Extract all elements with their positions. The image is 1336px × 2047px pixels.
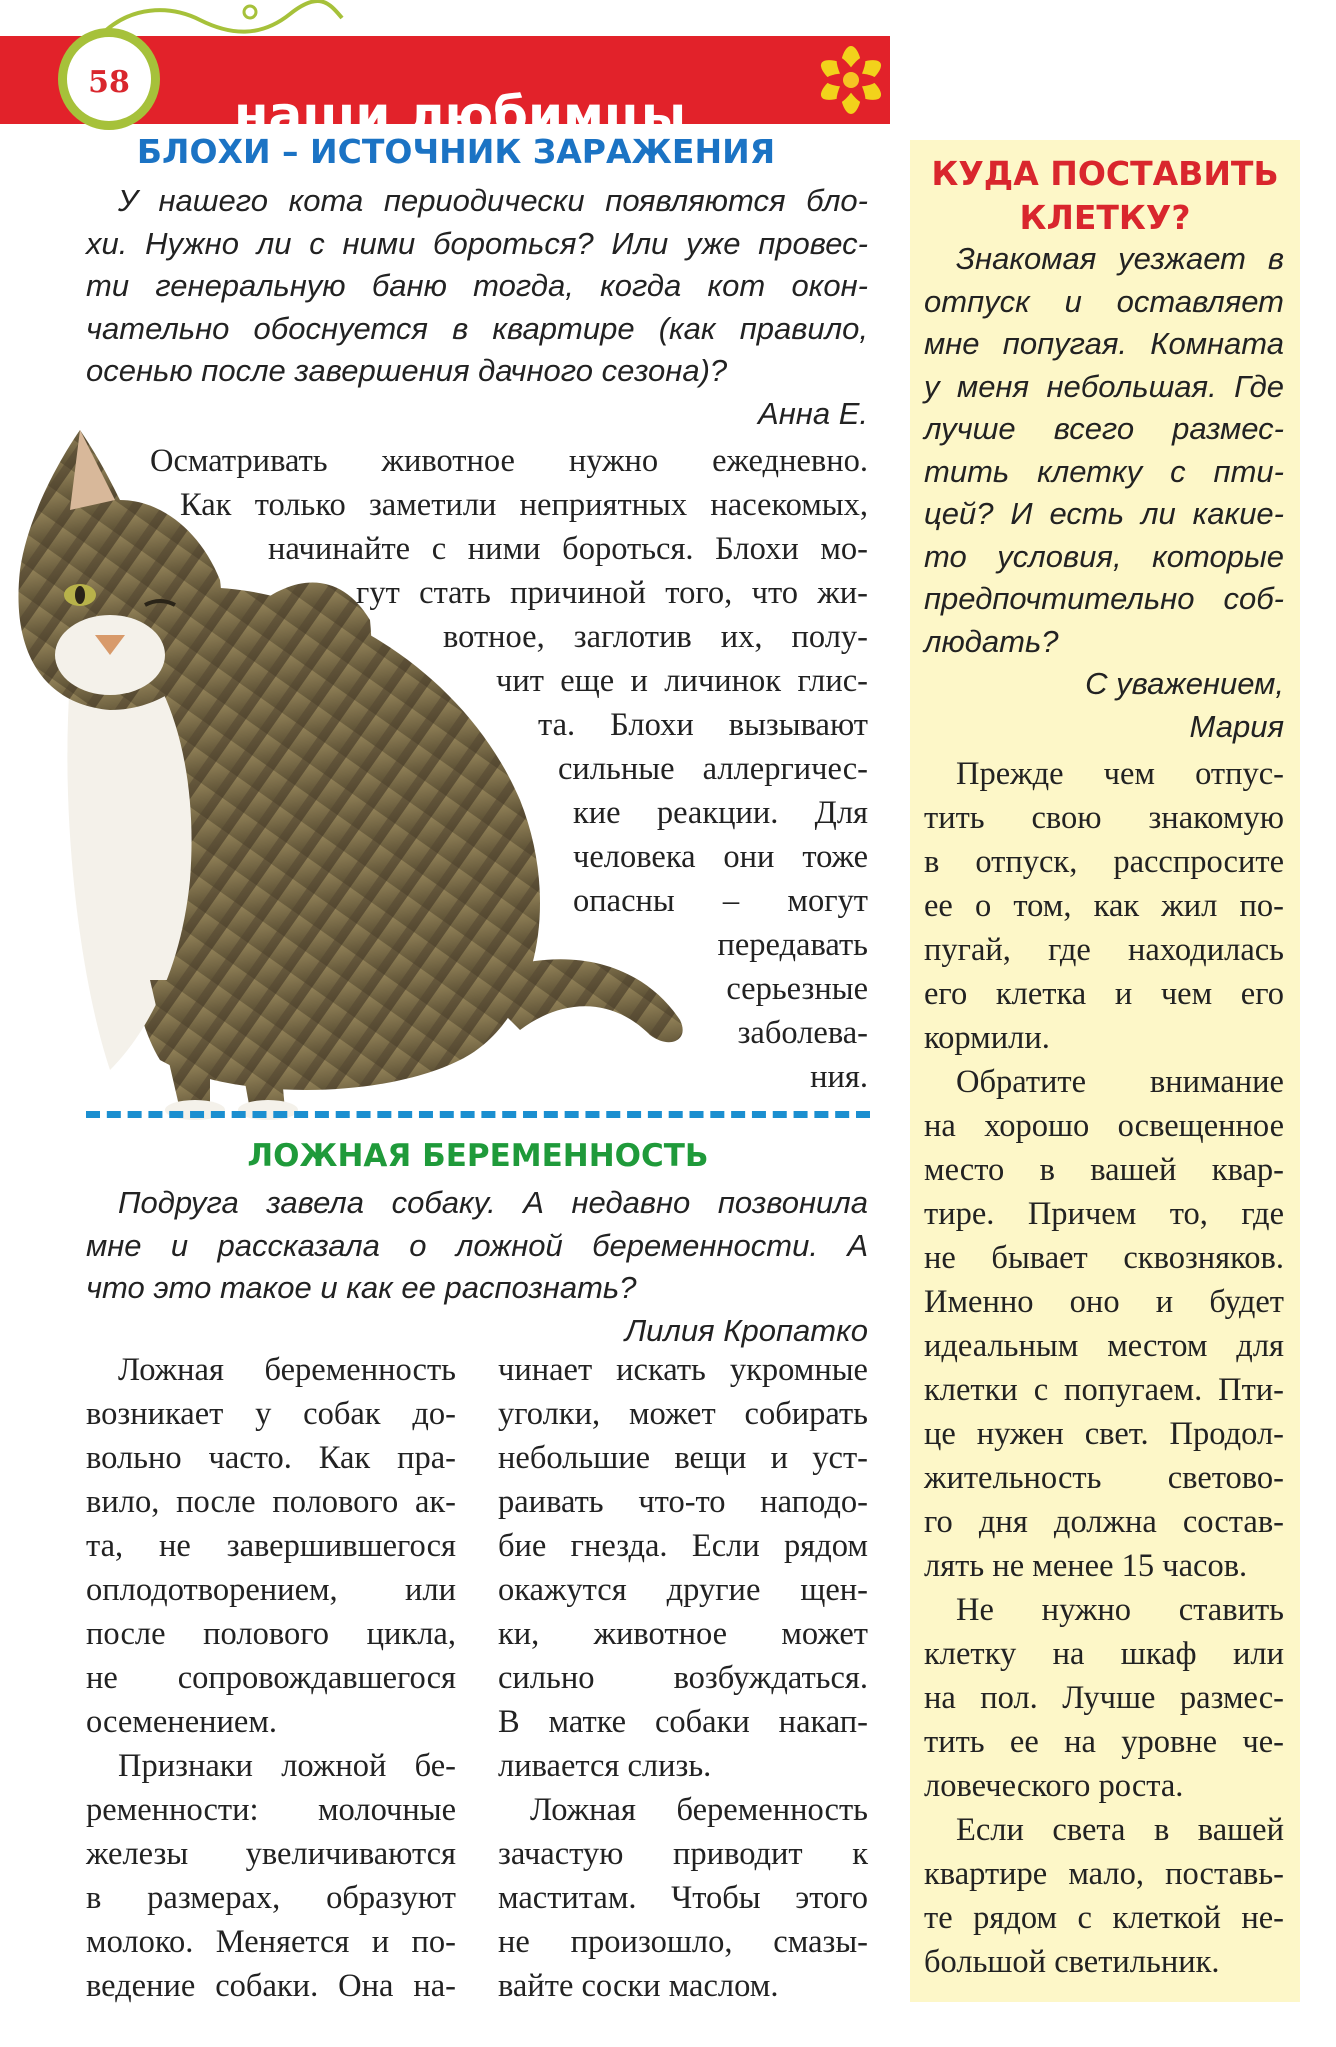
answer-line: опасны – могут: [573, 883, 868, 919]
sidebar-reader-question: [924, 238, 1284, 748]
answer-line: ловеческого роста.: [924, 1768, 1184, 1804]
answer-line: на хорошо освещенное: [924, 1108, 1284, 1144]
page-number: 58: [88, 65, 130, 100]
answer-line: передавать: [717, 927, 868, 963]
answer-line: Не нужно ставить: [956, 1592, 1284, 1628]
answer-line: тить ее на уровне че-: [924, 1724, 1284, 1760]
answer-line: после полового цикла,: [86, 1616, 456, 1652]
answer-line: клетку на шкаф или: [924, 1636, 1284, 1672]
answer-line: ливается слизь.: [498, 1748, 712, 1784]
question-line: Подруга завела собаку. А недавно позвонила: [118, 1185, 868, 1220]
pregnancy-answer-column-2: [498, 1348, 868, 2008]
answer-line: Ложная беременность: [118, 1352, 456, 1388]
answer-line: возникает у собак до-: [86, 1396, 456, 1432]
answer-line: молоко. Меняется и по-: [86, 1924, 456, 1960]
fleas-reader-question: [86, 180, 868, 435]
question-signature: Мария: [1189, 708, 1284, 744]
answer-line: место в вашей квар-: [924, 1152, 1284, 1188]
answer-line: клетки с попугаем. Пти-: [924, 1372, 1284, 1408]
question-line: мне и рассказала о ложной беременности. А: [86, 1227, 868, 1263]
answer-line: не сопровождавшегося: [86, 1660, 456, 1696]
answer-line: гут стать причиной того, что жи-: [356, 575, 868, 611]
question-line: отпуск и оставляет: [924, 283, 1284, 319]
answer-line: ки, животное может: [498, 1616, 868, 1652]
answer-line: тить свою знакомую: [924, 800, 1284, 836]
question-line: У нашего кота периодически появляются бло-: [118, 183, 868, 218]
answer-line: Признаки ложной бе-: [118, 1748, 456, 1784]
answer-line: бие гнезда. Если рядом: [498, 1528, 868, 1564]
sidebar-expert-answer: [924, 752, 1284, 1984]
answer-line: чит еще и личинок глис-: [496, 663, 868, 699]
answer-line: идеальным местом для: [924, 1328, 1284, 1364]
answer-line: железы увеличиваются: [86, 1836, 456, 1872]
answer-line: чинает искать укромные: [498, 1352, 868, 1388]
answer-line: кормили.: [924, 1020, 1050, 1056]
answer-line: Именно оно и будет: [924, 1284, 1284, 1320]
answer-line: це нужен свет. Продол-: [924, 1416, 1284, 1452]
answer-line: сильно возбуждаться.: [498, 1660, 868, 1696]
answer-line: пугай, где находилась: [924, 932, 1284, 968]
question-line: цей? И есть ли какие-: [924, 496, 1284, 531]
question-line: ти генеральную баню тогда, когда кот окон-: [86, 268, 868, 303]
answer-line: Обратите внимание: [956, 1064, 1284, 1100]
answer-line: в размерах, образуют: [86, 1880, 456, 1916]
question-line: что это такое и как ее распознать?: [86, 1270, 637, 1305]
answer-line: сильные аллергичес-: [558, 751, 868, 787]
answer-line: ния.: [810, 1059, 868, 1095]
answer-line: оплодотворением, или: [86, 1572, 456, 1608]
answer-line: лять не менее 15 часов.: [924, 1548, 1248, 1584]
question-signature: С уважением,: [1085, 666, 1284, 701]
question-line: мне попугая. Комната: [924, 326, 1284, 361]
pregnancy-reader-question: [86, 1182, 868, 1352]
question-line: тить клетку с пти-: [924, 453, 1284, 489]
answer-line: на пол. Лучше размес-: [924, 1680, 1284, 1716]
answer-line: квартире мало, поставь-: [924, 1856, 1284, 1892]
answer-line: вольно часто. Как пра-: [86, 1440, 456, 1476]
answer-line: та, не завершившегося: [86, 1528, 456, 1564]
answer-line: раивать что-то наподо-: [498, 1484, 868, 1520]
answer-line: Как только заметили неприятных насекомых,: [180, 487, 868, 523]
question-line: то условия, которые: [924, 538, 1284, 574]
answer-line: те рядом с клеткой не-: [924, 1900, 1284, 1936]
sidebar-title: [910, 152, 1300, 240]
question-line: Знакомая уезжает в: [956, 241, 1284, 276]
question-line: хи. Нужно ли с ними бороться? Или уже провес-: [86, 225, 868, 261]
answer-line: в отпуск, расспросите: [924, 844, 1284, 880]
answer-line: не произошло, смазы-: [498, 1924, 868, 1960]
answer-line: го дня должна состав-: [924, 1504, 1284, 1540]
answer-line: В матке собаки накап-: [498, 1704, 868, 1740]
sidebar-title-line: КУДА ПОСТАВИТЬ: [931, 154, 1279, 193]
answer-line: зачастую приводит к: [498, 1836, 868, 1872]
answer-line: окажутся другие щен-: [498, 1572, 868, 1608]
fleas-article-title: БЛОХИ – ИСТОЧНИК ЗАРАЖЕНИЯ: [136, 132, 776, 171]
answer-line: Прежде чем отпус-: [956, 756, 1284, 792]
answer-line: ее о том, как жил по-: [924, 888, 1284, 924]
answer-line: не бывает сквозняков.: [924, 1240, 1284, 1276]
answer-line: тире. Причем то, где: [924, 1196, 1284, 1232]
question-line: лучше всего размес-: [924, 411, 1284, 446]
section-title: наши любимцы: [234, 86, 687, 144]
question-signature: Лилия Кропатко: [624, 1312, 868, 1348]
answer-line: Ложная беременность: [530, 1792, 868, 1828]
answer-line: вотное, заглотив их, полу-: [443, 619, 868, 655]
question-line: осенью после завершения дачного сезона)?: [86, 353, 728, 388]
answer-line: маститам. Чтобы этого: [498, 1880, 868, 1916]
question-line: у меня небольшая. Где: [924, 368, 1284, 404]
answer-line: вило, после полового ак-: [86, 1484, 456, 1520]
answer-line: кие реакции. Для: [573, 795, 868, 831]
answer-line: Если света в вашей: [956, 1812, 1284, 1848]
answer-line: серьезные: [726, 971, 868, 1007]
sidebar-title-line: КЛЕТКУ?: [1019, 198, 1191, 237]
question-line: предпочтительно соб-: [924, 581, 1284, 616]
fleas-expert-answer: [150, 439, 868, 1099]
answer-line: вайте соски маслом.: [498, 1968, 779, 2004]
answer-line: осеменением.: [86, 1704, 278, 1740]
answer-line: та. Блохи вызывают: [538, 707, 868, 743]
answer-line: человека они тоже: [573, 839, 868, 875]
answer-line: большой светильник.: [924, 1944, 1220, 1980]
dashed-divider: [86, 1111, 870, 1118]
pregnancy-answer-column-1: [86, 1348, 456, 2008]
answer-line: небольшие вещи и уст-: [498, 1440, 868, 1476]
question-line: чательно обоснуется в квартире (как правило,: [86, 310, 868, 346]
question-signature: Анна Е.: [758, 395, 868, 431]
answer-line: его клетка и чем его: [924, 976, 1284, 1012]
decorative-flower-icon: [806, 32, 896, 128]
answer-line: уголки, может собирать: [498, 1396, 868, 1432]
answer-line: жительность светово-: [924, 1460, 1284, 1496]
pregnancy-article-title: ЛОЖНАЯ БЕРЕМЕННОСТЬ: [247, 1138, 709, 1174]
answer-line: Осматривать животное нужно ежедневно.: [150, 443, 868, 479]
answer-line: начинайте с ними бороться. Блохи мо-: [268, 531, 868, 567]
question-line: людать?: [924, 623, 1059, 659]
answer-line: ведение собаки. Она на-: [86, 1968, 456, 2004]
answer-line: ременности: молочные: [86, 1792, 456, 1828]
page-number-badge: [58, 28, 160, 130]
answer-line: заболева-: [737, 1015, 868, 1051]
